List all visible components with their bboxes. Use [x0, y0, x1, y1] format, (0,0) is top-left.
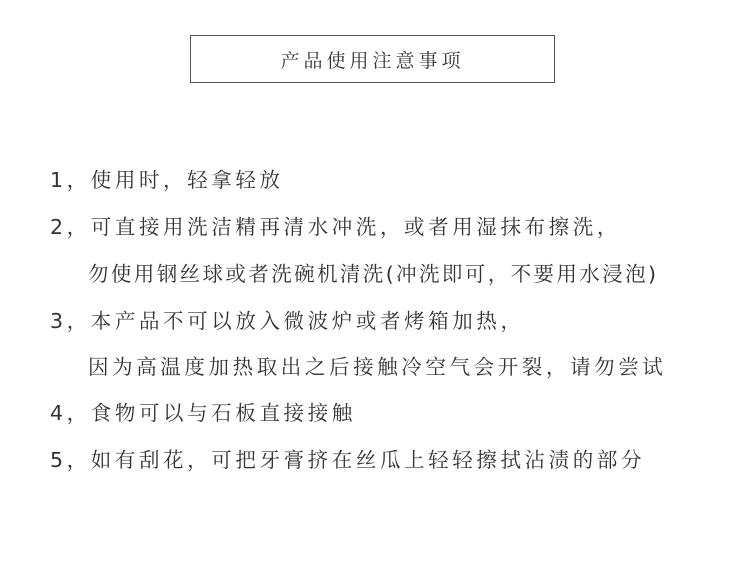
note-line-1: 1，使用时，轻拿轻放	[50, 168, 284, 192]
title-box	[190, 35, 555, 83]
note-line-2: 2，可直接用洗洁精再清水冲洗，或者用湿抹布擦洗，	[50, 215, 621, 239]
note-line-5: 5，如有刮花，可把牙膏挤在丝瓜上轻轻擦拭沾渍的部分	[50, 448, 646, 472]
note-line-3: 3，本产品不可以放入微波炉或者烤箱加热，	[50, 309, 525, 333]
page-title: 产品使用注意事项	[280, 49, 465, 72]
note-line-2-continued: 勿使用钢丝球或者洗碗机清洗(冲洗即可，不要用水浸泡)	[88, 262, 659, 286]
note-line-4: 4，食物可以与石板直接接触	[50, 401, 356, 425]
note-line-3-continued: 因为高温度加热取出之后接触冷空气会开裂，请勿尝试	[88, 355, 667, 379]
